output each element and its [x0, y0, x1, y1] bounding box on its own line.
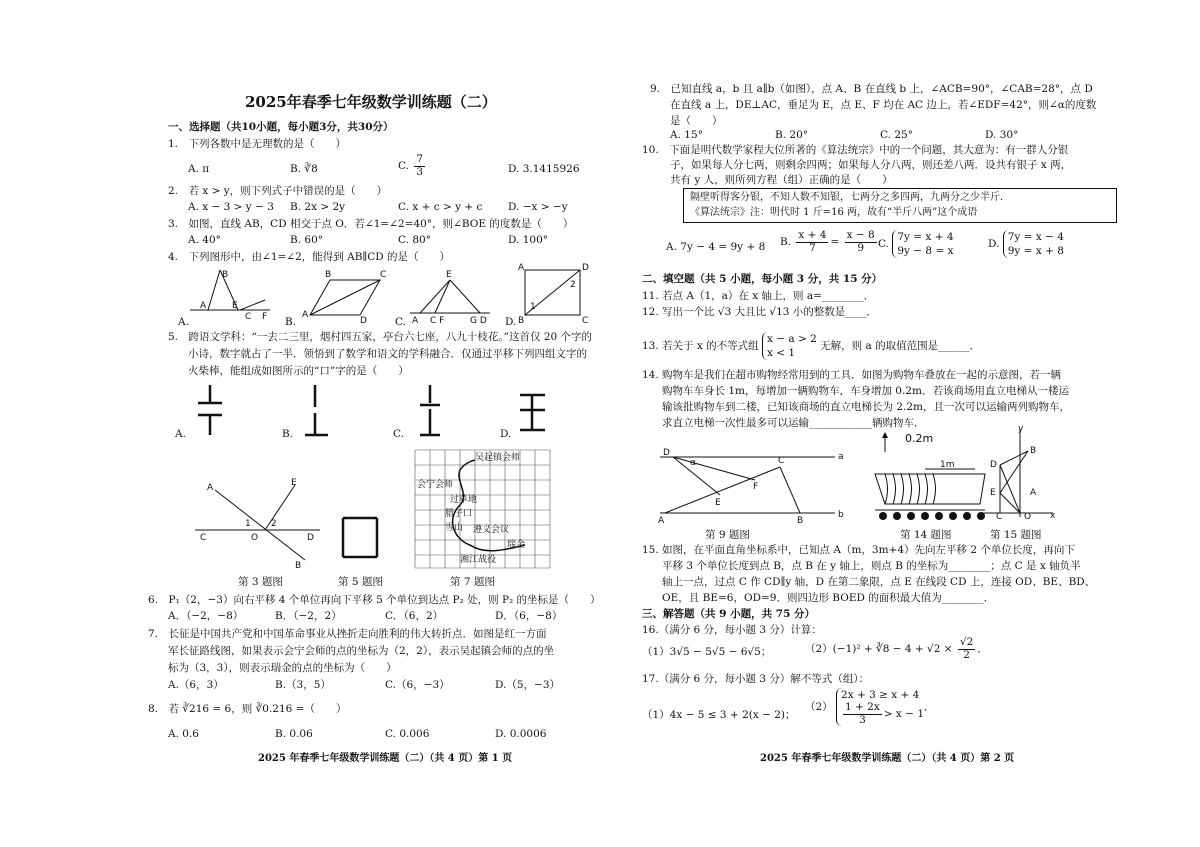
svg-text:A: A	[658, 516, 665, 526]
q2-option-a: A. x − 3 > y − 3	[188, 201, 274, 213]
svg-text:雪山: 雪山	[445, 523, 464, 533]
svg-text:D: D	[582, 263, 589, 273]
svg-text:B: B	[325, 270, 332, 280]
fig9-diagram	[655, 445, 845, 525]
q8-option-b: B. 0.06	[275, 728, 313, 740]
section-answer: 三、解答题（共 9 小题，共 75 分）	[642, 608, 816, 620]
q8-option-d: D. 0.0006	[495, 728, 547, 740]
q10-line1: 10. 下面是明代数学家程大位所著的《算法统宗》中的一个问题，其大意为：有一群人分银	[642, 144, 1069, 156]
q17-part1: （1）4x − 5 ≤ 3 + 2(x − 2)；	[642, 709, 796, 721]
svg-text:E: E	[291, 478, 297, 488]
fig3-caption: 第 3 题图	[238, 576, 283, 588]
q10-option-c: C. 7y = x + 4 9y − 8 = x	[878, 231, 954, 258]
q17-stem: 17.（满分 6 分，每小题 3 分）解不等式（组）：	[642, 673, 870, 685]
svg-text:A: A	[207, 483, 214, 493]
q14-line4: 求直立电梯一次性最多可以运输____________辆购物车．	[662, 417, 925, 429]
q1-stem: 1. 下列各数中是无理数的是（ ）	[168, 138, 347, 150]
fig9-caption: 第 9 题图	[705, 529, 750, 541]
svg-text:b: b	[838, 510, 844, 520]
svg-text:2: 2	[570, 280, 576, 290]
svg-text:A: A	[302, 310, 309, 320]
svg-text:O: O	[251, 533, 259, 543]
q9-line1: 9. 已知直线 a，b 且 a∥b（如图），点 A、B 在直线 b 上，∠ACB=90°，∠CAB=28°，点 D	[650, 83, 1093, 95]
q8-stem: 8. 若 ∛216 = 6，则 ∛0.216 =（ ）	[148, 703, 347, 715]
svg-text:C: C	[996, 512, 1003, 522]
svg-text:C: C	[200, 533, 207, 543]
svg-text:D: D	[360, 316, 367, 326]
svg-text:A: A	[518, 263, 525, 273]
svg-text:遵义会议: 遵义会议	[473, 525, 510, 535]
q4-option-b: B.	[285, 316, 297, 328]
q2-stem: 2. 若 x > y，则下列式子中错误的是（ ）	[168, 185, 388, 197]
q11-text: 11. 若点 A（1，a）在 x 轴上，则 a=________．	[642, 290, 875, 302]
q9-option-b: B. 20°	[775, 129, 809, 141]
q7-line1: 7. 长征是中国共产党和中国革命事业从挫折走向胜利的伟大转折点．如图是红一方面	[148, 628, 547, 640]
fig7-caption: 第 7 题图	[450, 576, 495, 588]
fig7-long-march-map	[415, 450, 550, 568]
q15-line1: 15. 如图，在平面直角坐标系中，已知点 A（m，3m+4）先向左平移 2 个单位长度，再向下	[642, 544, 1075, 556]
q3-option-c: C. 80°	[398, 234, 431, 246]
q10-option-d: D. 7y = x − 4 9y = x + 8	[988, 231, 1064, 258]
q16-stem: 16.（满分 6 分，每小题 3 分）计算：	[642, 624, 822, 636]
q16-part1: （1）3√5 − 5√5 − 6√5；	[642, 646, 772, 658]
right-page	[600, 0, 1200, 847]
q3-option-b: B. 60°	[290, 234, 324, 246]
svg-text:F: F	[262, 312, 268, 322]
q7-option-b: B.（3，5）	[275, 679, 331, 691]
svg-text:C F: C F	[430, 316, 445, 326]
q4-option-a: A.	[178, 316, 189, 328]
q6-option-a: A．（−2，−8）	[168, 610, 244, 622]
q4-stem: 4. 下列图形中，由∠1=∠2，能得到 AB∥CD 的是（ ）	[168, 251, 451, 263]
svg-text:腊子口: 腊子口	[445, 509, 473, 519]
svg-text:y: y	[1018, 424, 1024, 434]
q2-option-c: C. x + c > y + c	[398, 201, 483, 213]
q4-option-d: D.	[505, 316, 517, 328]
q10-quote-line1: 隔壁听得客分银，不知人数不知银，七两分之多四两，九两分之少半斤．	[690, 192, 1010, 203]
q5-option-d: D.	[500, 428, 512, 440]
q3-option-a: A. 40°	[188, 234, 221, 246]
q5-option-b: B.	[282, 428, 294, 440]
q9-line2: 在直线 a 上，DE⊥AC，垂足为 E，点 E、F 均在 AC 边上，若∠EDF=42°，则∠α的度数	[670, 99, 1097, 111]
q15-line2: 平移 3 个单位长度到点 B，点 B 在 y 轴上，则点 B 的坐标为________；点 C 是 x 轴负半	[662, 560, 1081, 572]
svg-text:A: A	[1030, 488, 1037, 498]
svg-text:B: B	[797, 516, 804, 526]
q5-line2: 小诗，数字就占了一半．领悟到了数学和语文的学科融合．仅通过平移下列四组文字的	[188, 348, 587, 360]
svg-text:湘江战役: 湘江战役	[460, 555, 497, 565]
svg-text:B: B	[295, 561, 302, 571]
q1-option-a: A. π	[188, 163, 210, 175]
svg-text:E: E	[446, 270, 452, 280]
svg-text:0.2m: 0.2m	[905, 432, 934, 445]
fig5-kou-character	[340, 515, 380, 560]
q5-option-a: A.	[175, 428, 186, 440]
q2-option-d: D. −x > −y	[508, 201, 568, 213]
q6-stem: 6. P₁（2，−3）向右平移 4 个单位再向下平移 5 个单位到达点 P₂ 处，则 P₂ 的坐标是（ ）	[148, 594, 601, 606]
svg-text:E: E	[990, 488, 996, 498]
q10-line2: 子，如果每人分七两，则剩余四两；如果每人分八两，则还差八两．设共有银子 x 两，	[670, 159, 1072, 171]
q3-stem: 3. 如图，直线 AB，CD 相交于点 O．若∠1=∠2=40°，则∠BOE 的度数是（ ）	[168, 218, 574, 230]
svg-text:B: B	[222, 270, 229, 280]
q10-line3: 共有 y 人，则所列方程（组）正确的是（ ）	[670, 174, 893, 186]
svg-text:1: 1	[530, 302, 536, 312]
svg-text:D: D	[663, 448, 670, 458]
q10-quote-line2: 《算法统宗》注：明代时 1 斤=16 两，故有“半斤八两”这个成语	[690, 206, 978, 218]
q6-option-d: D．（6，−8）	[495, 610, 563, 622]
svg-text:x: x	[1050, 511, 1056, 521]
svg-text:瑞金: 瑞金	[507, 540, 526, 550]
svg-text:E: E	[232, 301, 238, 311]
svg-text:C: C	[778, 456, 785, 466]
q2-option-b: B. 2x > 2y	[290, 201, 346, 213]
svg-text:A: A	[412, 316, 419, 326]
q7-option-a: A.（6，3）	[168, 679, 224, 691]
svg-text:B: B	[518, 316, 525, 326]
svg-text:E: E	[715, 498, 721, 508]
svg-text:C: C	[380, 270, 387, 280]
q8-option-a: A. 0.6	[168, 728, 199, 740]
q7-line2: 军长征路线图，如果表示会宁会师的点的坐标为（2，2），表示吴起镇会师的点的坐	[168, 645, 555, 657]
svg-text:D: D	[990, 460, 997, 470]
svg-text:B: B	[1030, 446, 1037, 456]
exam-title: 2025年春季七年级数学训练题（二）	[245, 93, 497, 111]
q14-line1: 14. 购物车是我们在超市购物经常用到的工具．如图为购物车叠放在一起的示意图，若一辆	[642, 369, 1062, 381]
q6-option-b: B．（−2，2）	[275, 610, 342, 622]
q14-line3: 输该批购物车到二楼，已知该商场的直立电梯长为 2.2m，且一次可以运输两列购物车，	[662, 401, 1070, 413]
q1-option-b: B. ∛8	[290, 163, 318, 175]
q1-option-c: C. $\frac{7}{3}$	[398, 153, 424, 178]
fig5-caption: 第 5 题图	[338, 576, 383, 588]
q1-option-d: D. 3.1415926	[508, 163, 580, 175]
q4-figures	[180, 263, 589, 326]
q3-option-d: D. 100°	[508, 234, 549, 246]
section-fill: 二、填空题（共 5 小题，每小题 3 分，共 15 分）	[642, 273, 883, 285]
svg-text:D: D	[307, 533, 314, 543]
left-footer: 2025 年春季七年级数学训练题（二）（共 4 页）第 1 页	[258, 753, 513, 764]
svg-text:吴起镇会师: 吴起镇会师	[475, 453, 521, 463]
q10-quote-box	[683, 188, 1117, 223]
q15-line3: 轴上一点，过点 C 作 CD∥y 轴，D 在第二象限，点 E 在线段 CD 上，连接 OD、BE、BD、	[662, 576, 1096, 588]
section-choice: 一、选择题（共10小题，每小题3分，共30分）	[168, 121, 394, 133]
q7-option-c: C.（6，−3）	[385, 679, 450, 691]
fig14-caption: 第 14 题图	[900, 529, 952, 541]
svg-text:G D: G D	[470, 316, 487, 326]
fig15-caption: 第 15 题图	[990, 529, 1042, 541]
svg-text:a: a	[838, 452, 844, 462]
q10-option-a: A. 7y − 4 = 9y + 8	[666, 241, 766, 253]
svg-text:过草地: 过草地	[450, 495, 478, 505]
q16-part2: （2）(−1)² + ∛8 − 4 + √2 × $\frac{√2}{2}$ ．	[805, 636, 988, 661]
svg-text:1m: 1m	[940, 460, 955, 470]
q7-option-d: D.（5，−3）	[495, 679, 561, 691]
svg-text:F: F	[753, 482, 759, 492]
q7-line3: 标为（3，3），则表示瑞金的点的坐标为（ ）	[168, 662, 397, 674]
q9-option-d: D. 30°	[985, 129, 1019, 141]
q5-option-c: C.	[393, 428, 404, 440]
q5-line1: 5. 跨语文学科：“一去二三里，烟村四五家，亭台六七座，八九十枝花。”这首仅 20 个字的	[168, 331, 593, 343]
q12-text: 12. 写出一个比 √3 大且比 √13 小的整数是____．	[642, 306, 877, 318]
svg-text:会宁会师: 会宁会师	[417, 480, 454, 490]
svg-text:C: C	[582, 316, 589, 326]
svg-text:2: 2	[271, 519, 277, 529]
q14-line2: 购物车车身长 1m，每增加一辆购物车，车身增加 0.2m．若该商场用直立电梯从一楼运	[662, 385, 1069, 397]
q10-option-b: B. $\frac{x + 4}{7}$ = $\frac{x - 8}{9}$	[780, 229, 875, 254]
q15-line4: OE，且 BE=6，OD=9．则四边形 BOED 的面积最大值为________．	[662, 592, 995, 604]
svg-text:A: A	[200, 301, 207, 311]
svg-text:C: C	[245, 312, 252, 322]
q5-matchstick-figures	[190, 385, 570, 440]
q17-part2: （2） 2x + 3 ≥ x + 4 $\frac{1 + 2x}{3}$ > x − 1 ．	[805, 689, 935, 726]
q9-option-c: C. 25°	[880, 129, 913, 141]
q8-option-c: C. 0.006	[385, 728, 430, 740]
q13-text: 13. 若关于 x 的不等式组 x − a > 2 x < 1 无解，则 a 的取值范围是______．	[642, 333, 981, 360]
svg-text:O: O	[1024, 512, 1032, 522]
fig15-coordinate-diagram	[980, 425, 1055, 520]
q6-option-c: C．（6，2）	[385, 610, 444, 622]
right-footer: 2025 年春季七年级数学训练题（二）（共 4 页）第 2 页	[760, 753, 1015, 764]
svg-text:α: α	[690, 458, 696, 468]
svg-text:1: 1	[245, 519, 251, 529]
fig3-diagram	[195, 480, 325, 570]
q9-option-a: A. 15°	[670, 129, 703, 141]
q9-line3: 是（ ）	[670, 115, 723, 127]
q5-line3: 火柴棒，能组成如图所示的“口”字的是（ ）	[188, 365, 409, 377]
q4-option-c: C.	[395, 316, 406, 328]
